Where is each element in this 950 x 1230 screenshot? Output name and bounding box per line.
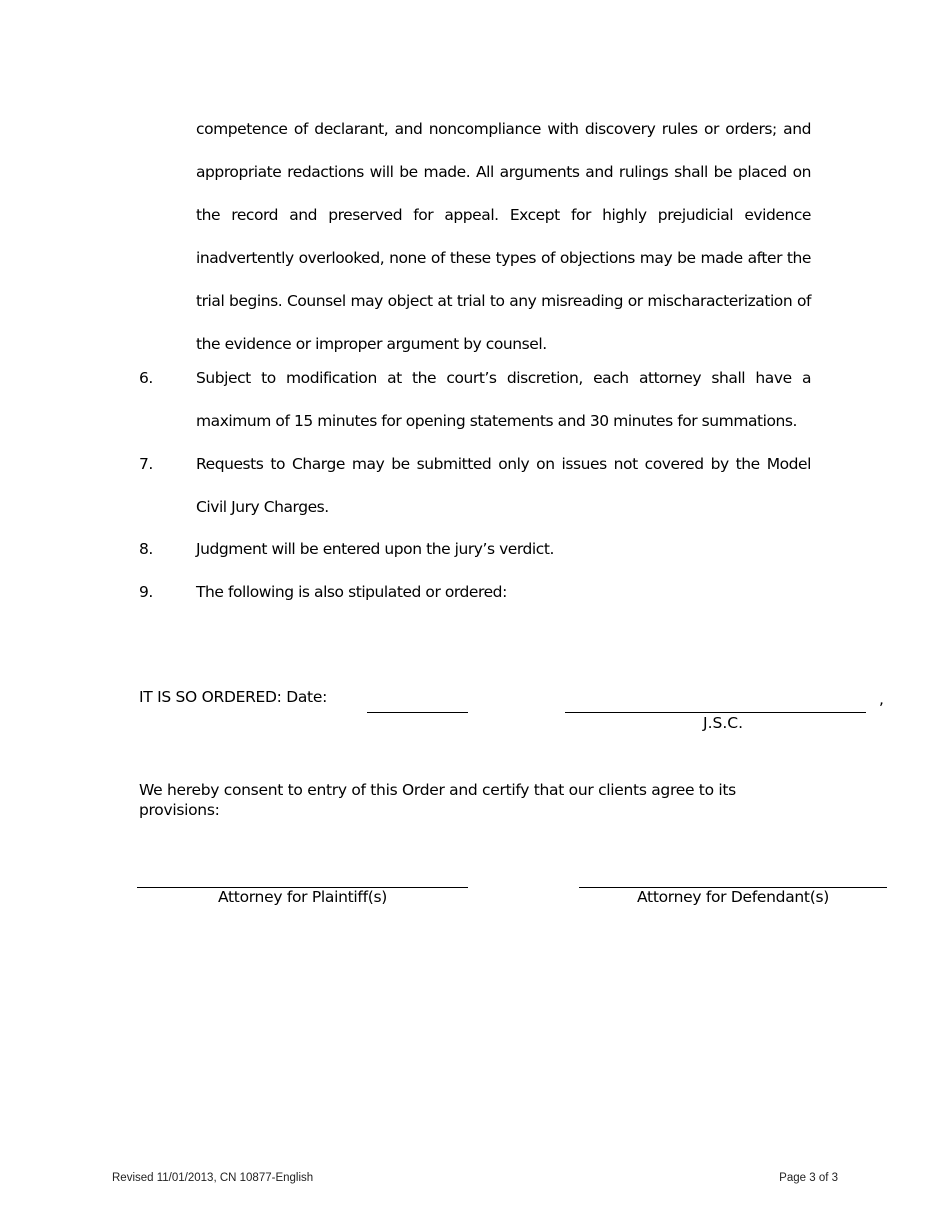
item-number: 9. (139, 583, 153, 601)
order-label: IT IS SO ORDERED: Date: (139, 688, 327, 706)
item-number: 7. (139, 455, 153, 473)
list-item-7 (139, 443, 811, 529)
item-text: Judgment will be entered upon the jury’s verdict. (196, 540, 554, 558)
list-item-8 (139, 528, 811, 571)
continuation-paragraph: competence of declarant, and noncompliance with discovery rules or orders; and appropriate redactions will be made. All arguments and rulings shall be placed on the record and preserved for appeal. Except for highly prejudicial evidence inadvertently overlooked, none of these types of objections may be made after the trial begins. Counsel may object at trial to any misreading or mischaracterization of the evidence or improper argument by counsel. (196, 120, 811, 353)
item-number: 8. (139, 540, 153, 558)
date-line[interactable] (367, 712, 468, 713)
item-text: Subject to modification at the court’s discretion, each attorney shall have a maximum of 15 minutes for opening statements and 30 minutes for summations. (196, 369, 811, 430)
item-number: 6. (139, 369, 153, 387)
footer-revision: Revised 11/01/2013, CN 10877-English (112, 1172, 314, 1184)
comma-mark: , (879, 690, 884, 708)
item-text: Requests to Charge may be submitted only on issues not covered by the Model Civil Jury Charges. (196, 455, 811, 516)
list-item-6 (139, 357, 811, 443)
plaintiff-attorney-label: Attorney for Plaintiff(s) (217, 888, 388, 906)
judge-title: J.S.C. (703, 714, 744, 732)
consent-statement: We hereby consent to entry of this Order and certify that our clients agree to its provisions: (139, 781, 736, 819)
list-item-9 (139, 571, 811, 614)
defendant-attorney-label: Attorney for Defendant(s) (637, 888, 829, 906)
judge-signature-line[interactable] (565, 712, 866, 713)
item-text: The following is also stipulated or ordered: (196, 583, 507, 601)
footer-page-number: Page 3 of 3 (779, 1172, 838, 1184)
